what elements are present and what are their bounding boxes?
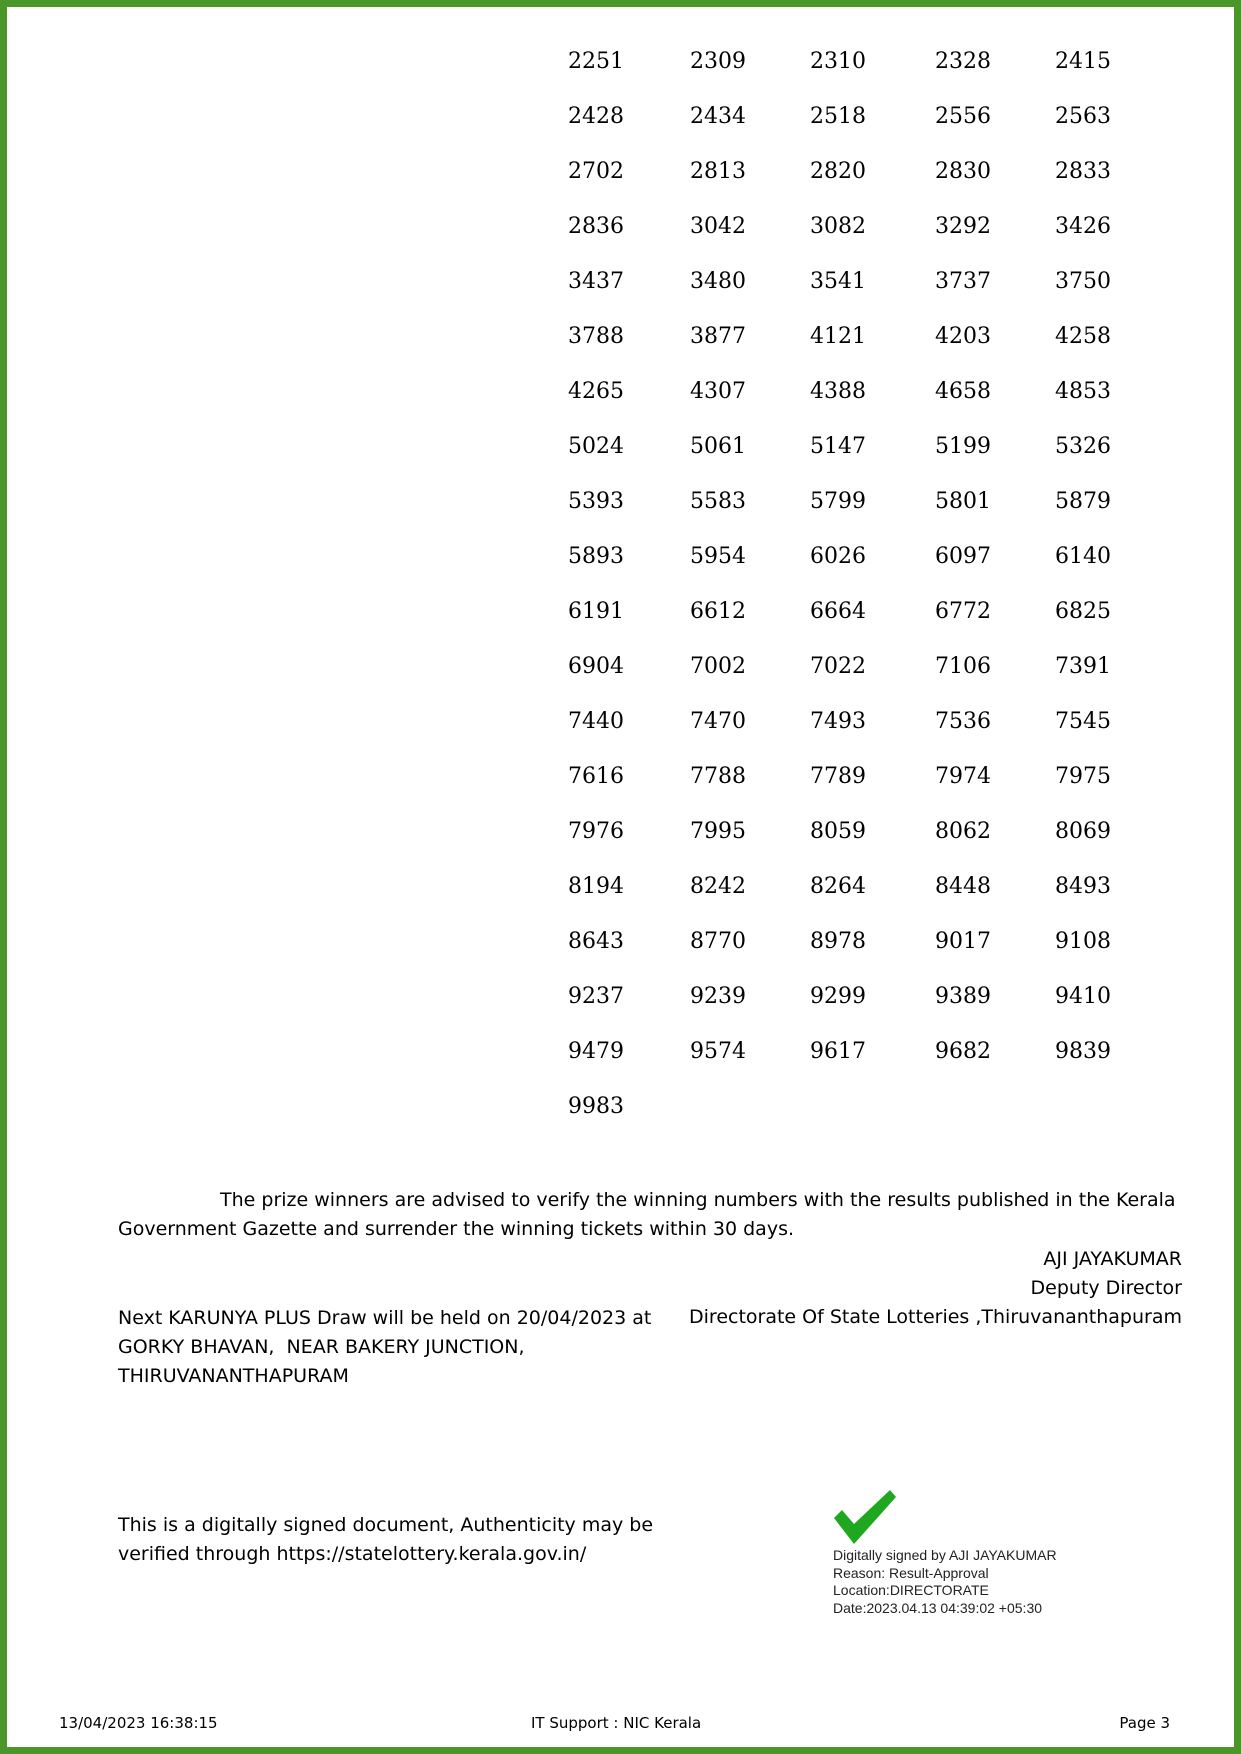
winning-number: 5799 bbox=[810, 489, 866, 514]
winning-number: 2563 bbox=[1055, 104, 1111, 129]
winning-number: 9239 bbox=[690, 984, 746, 1009]
winning-number: 3737 bbox=[935, 269, 991, 294]
winning-number: 3541 bbox=[810, 269, 866, 294]
winning-number: 3426 bbox=[1055, 214, 1111, 239]
winning-numbers-grid bbox=[568, 46, 1135, 1146]
winning-number: 4258 bbox=[1055, 324, 1111, 349]
winning-number: 8062 bbox=[935, 819, 991, 844]
winning-number: 8978 bbox=[810, 929, 866, 954]
winning-number: 8069 bbox=[1055, 819, 1111, 844]
winning-number: 6026 bbox=[810, 544, 866, 569]
winning-number: 2518 bbox=[810, 104, 866, 129]
winning-number: 4203 bbox=[935, 324, 991, 349]
signatory-block bbox=[689, 1245, 1182, 1332]
winning-number: 2836 bbox=[568, 214, 624, 239]
winning-number: 9617 bbox=[810, 1039, 866, 1064]
winning-number: 6140 bbox=[1055, 544, 1111, 569]
winning-number: 2556 bbox=[935, 104, 991, 129]
next-draw-line-2: GORKY BHAVAN, NEAR BAKERY JUNCTION, bbox=[118, 1336, 525, 1358]
winning-number: 2830 bbox=[935, 159, 991, 184]
signature-location: Location:DIRECTORATE bbox=[833, 1582, 989, 1598]
signature-details bbox=[833, 1547, 1153, 1617]
winning-number: 4265 bbox=[568, 379, 624, 404]
winning-number: 5954 bbox=[690, 544, 746, 569]
winning-number: 2251 bbox=[568, 49, 624, 74]
winning-number: 9410 bbox=[1055, 984, 1111, 1009]
footer-page-number: Page 3 bbox=[1119, 1714, 1170, 1732]
winning-number: 9983 bbox=[568, 1094, 624, 1119]
winning-number: 5583 bbox=[690, 489, 746, 514]
winning-number: 3877 bbox=[690, 324, 746, 349]
winning-number: 7789 bbox=[810, 764, 866, 789]
winning-number: 6772 bbox=[935, 599, 991, 624]
footer-timestamp: 13/04/2023 16:38:15 bbox=[59, 1714, 218, 1732]
winning-number: 3292 bbox=[935, 214, 991, 239]
winning-number: 2310 bbox=[810, 49, 866, 74]
next-draw-line-3: THIRUVANANTHAPURAM bbox=[118, 1365, 349, 1387]
winning-number: 4388 bbox=[810, 379, 866, 404]
winning-number: 7391 bbox=[1055, 654, 1111, 679]
winning-number: 6664 bbox=[810, 599, 866, 624]
winning-number: 5393 bbox=[568, 489, 624, 514]
winning-number: 5147 bbox=[810, 434, 866, 459]
winning-number: 5326 bbox=[1055, 434, 1111, 459]
winning-number: 9479 bbox=[568, 1039, 624, 1064]
winning-number: 7788 bbox=[690, 764, 746, 789]
winning-number: 7974 bbox=[935, 764, 991, 789]
winning-number: 9839 bbox=[1055, 1039, 1111, 1064]
winning-number: 2820 bbox=[810, 159, 866, 184]
signatory-office: Directorate Of State Lotteries ,Thiruvananthapuram bbox=[689, 1306, 1182, 1328]
winning-number: 8059 bbox=[810, 819, 866, 844]
authenticity-line-2: verified through https://statelottery.kerala.gov.in/ bbox=[118, 1543, 587, 1565]
winning-number: 9389 bbox=[935, 984, 991, 1009]
winning-number: 3082 bbox=[810, 214, 866, 239]
winning-number: 5061 bbox=[690, 434, 746, 459]
winning-number: 3437 bbox=[568, 269, 624, 294]
winning-number: 8643 bbox=[568, 929, 624, 954]
next-draw-line-1: Next KARUNYA PLUS Draw will be held on 20/04/2023 at bbox=[118, 1307, 652, 1329]
winning-number: 4307 bbox=[690, 379, 746, 404]
winning-number: 8493 bbox=[1055, 874, 1111, 899]
winning-number: 4658 bbox=[935, 379, 991, 404]
winning-number: 2309 bbox=[690, 49, 746, 74]
signatory-designation: Deputy Director bbox=[1030, 1277, 1182, 1299]
winning-number: 9682 bbox=[935, 1039, 991, 1064]
signed-by: Digitally signed by AJI JAYAKUMAR bbox=[833, 1547, 1057, 1563]
signature-reason: Reason: Result-Approval bbox=[833, 1564, 989, 1581]
winning-number: 7002 bbox=[690, 654, 746, 679]
signatory-name: AJI JAYAKUMAR bbox=[1043, 1248, 1182, 1270]
footer-support: IT Support : NIC Kerala bbox=[531, 1714, 702, 1732]
winning-number: 5801 bbox=[935, 489, 991, 514]
winning-number: 2813 bbox=[690, 159, 746, 184]
winning-number: 9299 bbox=[810, 984, 866, 1009]
winning-number: 4121 bbox=[810, 324, 866, 349]
winning-number: 3042 bbox=[690, 214, 746, 239]
prize-notice-text: The prize winners are advised to verify the winning numbers with the results published in the Kerala Government Gazette and surrender the winning tickets within 30 days. bbox=[118, 1189, 1176, 1240]
winning-number: 8770 bbox=[690, 929, 746, 954]
authenticity-line-1: This is a digitally signed document, Authenticity may be bbox=[118, 1514, 654, 1536]
winning-number: 6612 bbox=[690, 599, 746, 624]
winning-number: 9108 bbox=[1055, 929, 1111, 954]
winning-number: 5024 bbox=[568, 434, 624, 459]
next-draw-info bbox=[118, 1304, 678, 1391]
winning-number: 7470 bbox=[690, 709, 746, 734]
winning-number: 2702 bbox=[568, 159, 624, 184]
signature-date: Date:2023.04.13 04:39:02 +05:30 bbox=[833, 1599, 1043, 1616]
winning-number: 2428 bbox=[568, 104, 624, 129]
winning-number: 4853 bbox=[1055, 379, 1111, 404]
winning-number: 9237 bbox=[568, 984, 624, 1009]
winning-number: 3788 bbox=[568, 324, 624, 349]
winning-number: 8194 bbox=[568, 874, 624, 899]
winning-number: 3750 bbox=[1055, 269, 1111, 294]
winning-number: 8242 bbox=[690, 874, 746, 899]
winning-number: 6904 bbox=[568, 654, 624, 679]
winning-number: 7976 bbox=[568, 819, 624, 844]
winning-number: 7106 bbox=[935, 654, 991, 679]
winning-number: 9017 bbox=[935, 929, 991, 954]
winning-number: 7545 bbox=[1055, 709, 1111, 734]
winning-number: 7022 bbox=[810, 654, 866, 679]
winning-number: 7616 bbox=[568, 764, 624, 789]
winning-number: 5893 bbox=[568, 544, 624, 569]
checkmark-icon bbox=[832, 1488, 898, 1548]
prize-notice bbox=[118, 1186, 1184, 1244]
winning-number: 2415 bbox=[1055, 49, 1111, 74]
winning-number: 8448 bbox=[935, 874, 991, 899]
winning-number: 6825 bbox=[1055, 599, 1111, 624]
winning-number: 2434 bbox=[690, 104, 746, 129]
winning-number: 5879 bbox=[1055, 489, 1111, 514]
winning-number: 2833 bbox=[1055, 159, 1111, 184]
winning-number: 7493 bbox=[810, 709, 866, 734]
winning-number: 7975 bbox=[1055, 764, 1111, 789]
winning-number: 7995 bbox=[690, 819, 746, 844]
winning-number: 7536 bbox=[935, 709, 991, 734]
winning-number: 3480 bbox=[690, 269, 746, 294]
winning-number: 9574 bbox=[690, 1039, 746, 1064]
winning-number: 5199 bbox=[935, 434, 991, 459]
winning-number: 8264 bbox=[810, 874, 866, 899]
winning-number: 7440 bbox=[568, 709, 624, 734]
winning-number: 2328 bbox=[935, 49, 991, 74]
winning-number: 6097 bbox=[935, 544, 991, 569]
winning-number: 6191 bbox=[568, 599, 624, 624]
authenticity-note bbox=[118, 1511, 698, 1569]
